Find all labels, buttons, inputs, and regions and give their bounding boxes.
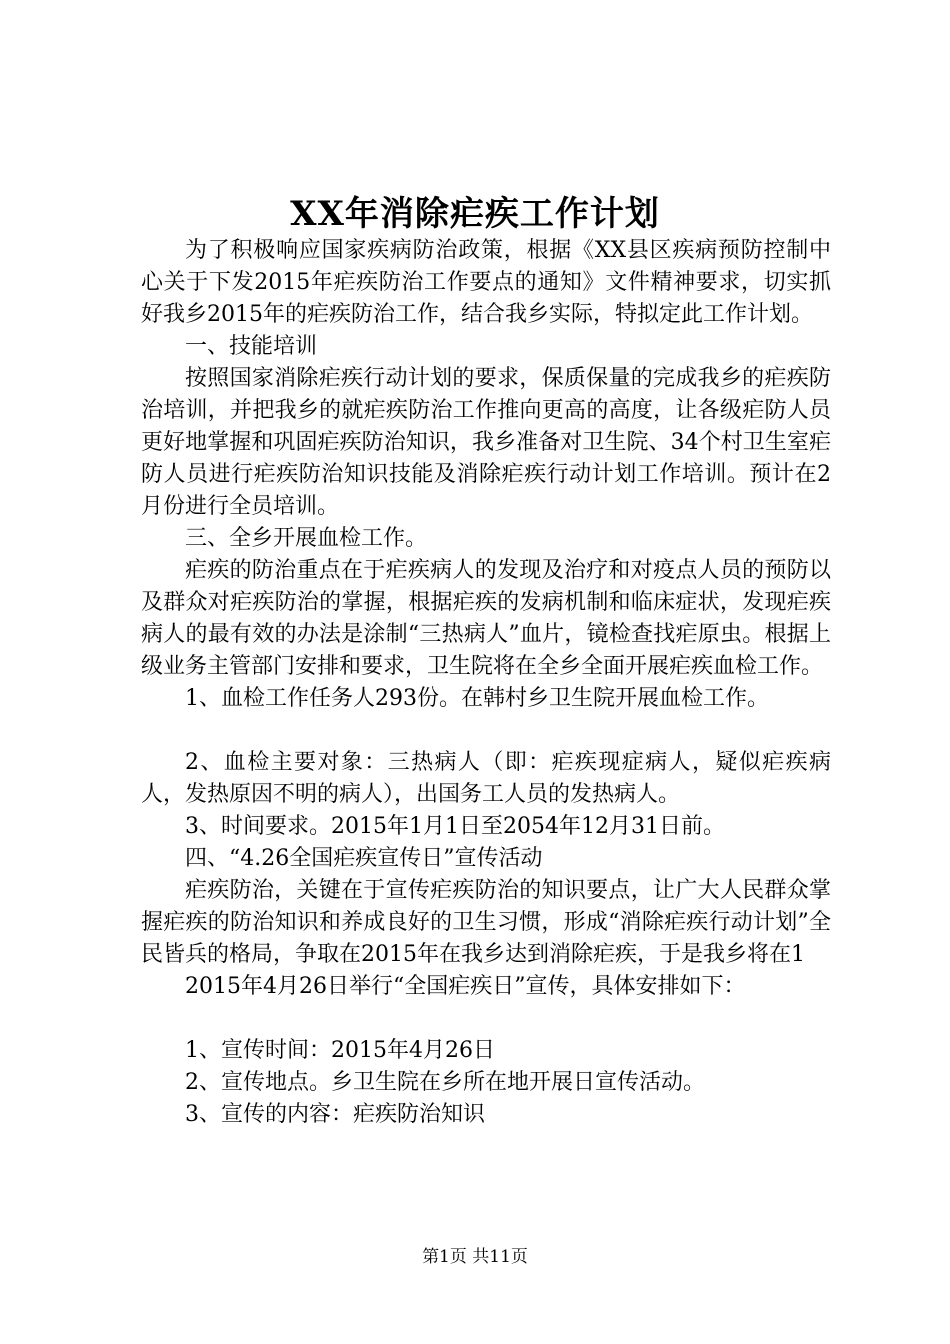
list-item-publicity-content: 3、宣传的内容：疟疾防治知识 (185, 1102, 485, 1127)
list-item-time: 3、时间要求。2015年1月1日至2054年12月31日前。 (185, 814, 725, 839)
heading-blood-test: 三、全乡开展血检工作。 (185, 526, 428, 551)
list-item-task: 1、血检工作任务人293份。在韩村乡卫生院开展血检工作。 (185, 686, 769, 711)
paragraph-blood-test: 疟疾的防治重点在于疟疾病人的发现及治疗和对疫点人员的预防以及群众对疟疾防治的掌握，根据疟疾的发病机制和临床症状，发现疟疾病人的最有效的办法是涂制“三热病人”血片，镜检查找疟原虫。根据上级业务主管部门安排和要求，卫生院将在全乡全面开展疟疾血检工作。 (141, 558, 831, 679)
list-item-publicity-time: 1、宣传时间：2015年4月26日 (185, 1038, 495, 1063)
document-title: XX年消除疟疾工作计划 (290, 194, 660, 234)
paragraph-arrangement: 2015年4月26日举行“全国疟疾日”宣传，具体安排如下： (185, 974, 746, 999)
heading-skill-training: 一、技能培训 (185, 334, 318, 359)
page-footer: 第1页 共11页 (422, 1247, 528, 1267)
document-body (141, 235, 831, 1131)
heading-publicity: 四、“4.26全国疟疾宣传日”宣传活动 (185, 846, 543, 871)
list-item-targets: 2、血检主要对象：三热病人（即：疟疾现症病人，疑似疟疾病人，发热原因不明的病人），出国务工人员的发热病人。 (141, 750, 831, 807)
list-item-publicity-place: 2、宣传地点。乡卫生院在乡所在地开展日宣传活动。 (185, 1070, 705, 1095)
paragraph-publicity: 疟疾防治，关键在于宣传疟疾防治的知识要点，让广大人民群众掌握疟疾的防治知识和养成良好的卫生习惯，形成“消除疟疾行动计划”全民皆兵的格局，争取在2015年在我乡达到消除疟疾，于是我乡将在1 (141, 878, 831, 967)
paragraph-intro: 为了积极响应国家疾病防治政策，根据《XX县区疾病预防控制中心关于下发2015年疟疾防治工作要点的通知》文件精神要求，切实抓好我乡2015年的疟疾防治工作，结合我乡实际，特拟定此工作计划。 (141, 238, 831, 327)
paragraph-training: 按照国家消除疟疾行动计划的要求，保质保量的完成我乡的疟疾防治培训，并把我乡的就疟疾防治工作推向更高的高度，让各级疟防人员更好地掌握和巩固疟疾防治知识，我乡准备对卫生院、34个村卫生室疟防人员进行疟疾防治知识技能及消除疟疾行动计划工作培训。预计在2月份进行全员培训。 (141, 366, 831, 519)
